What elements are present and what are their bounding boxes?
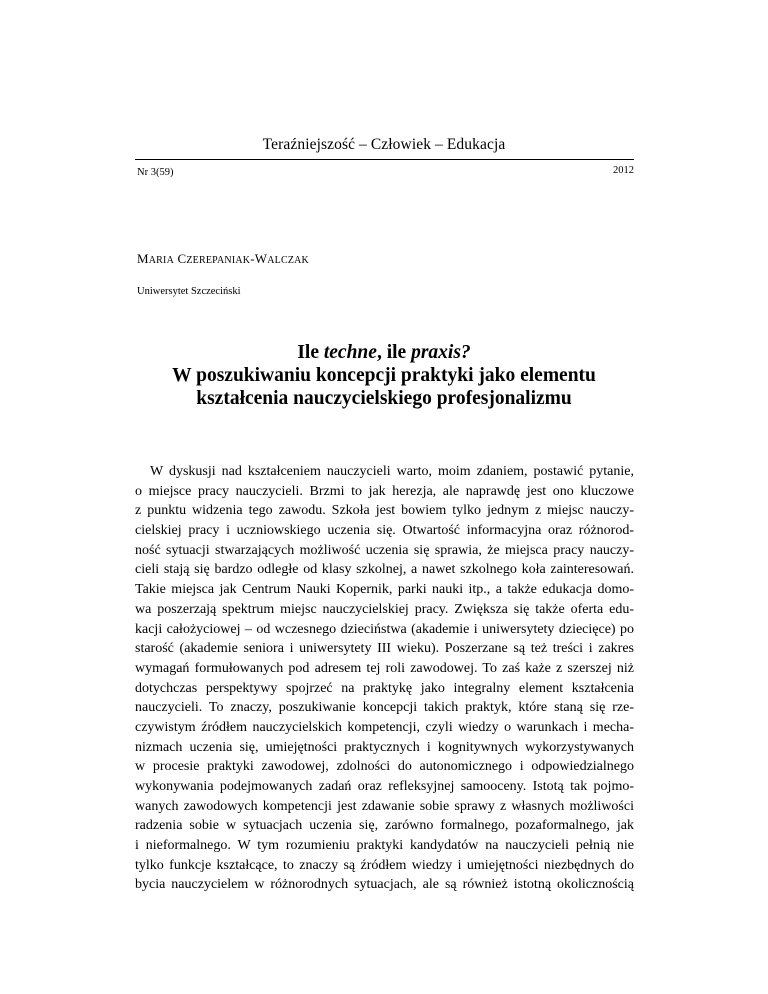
issue-year: 2012 <box>613 165 634 176</box>
journal-title: Teraźniejszość – Człowiek – Edukacja <box>262 136 506 153</box>
author-first-rest: ARIA <box>148 255 175 266</box>
body-line: cieli stają się bardzo odległe od klasy szkolnej, a nawet szkolnego koła zainteresowań. <box>135 562 634 578</box>
author-last-rest-1: ZEREPANIAK <box>186 255 251 266</box>
body-line: czywistym źródłem nauczycielskich kompetencji, czyli wiedzy o warunkach i mecha- <box>135 719 634 735</box>
author-name <box>137 251 309 267</box>
author-first-initial: M <box>137 251 149 266</box>
body-line: w procesie praktyki zawodowej, zdolności do autonomicznego i odpowiedzialnego <box>135 759 634 775</box>
header-rule <box>135 159 634 160</box>
body-line: tylko funkcje kształcące, to znaczy są źródłem wiedzy i umiejętności niezbędnych do <box>135 857 634 873</box>
body-line: wanych zawodowych kompetencji jest zdawanie sobie sprawy z własnych możliwości <box>135 798 634 814</box>
body-line: wykonywania podejmowanych zadań oraz refleksyjnej samooceny. Istotą tak pojmo- <box>135 779 634 794</box>
body-line: wymagań formułowanych pod adresem tej roli zawodowej. To zaś każe z szerszej niż <box>135 660 634 676</box>
body-line: z punktu widzenia tego zawodu. Szkoła jest bowiem tylko jednym z miejsc nauczy- <box>135 503 634 519</box>
title-part-italic: techne <box>323 342 377 363</box>
author-last-initial-1: C <box>177 251 187 266</box>
body-line: Takie miejsca jak Centrum Nauki Kopernik, parki nauki itp., a także edukacja domo- <box>135 582 634 598</box>
body-line: o miejsce pracy nauczycieli. Brzmi to jak herezja, ale naprawdę jest ono kluczowe <box>135 483 634 499</box>
article-title-line-3: kształcenia nauczycielskiego profesjonalizmu <box>196 388 572 409</box>
author-affiliation: Uniwersytet Szczeciński <box>137 286 241 297</box>
body-line: nauczycieli. To znaczy, poszukiwanie koncepcji takich praktyk, które staną się rze- <box>135 700 634 716</box>
body-line: i nieformalnego. W tym rozumieniu praktyki kandydatów na nauczycieli pełnią nie <box>135 838 634 854</box>
title-part: Ile <box>297 342 324 363</box>
body-line: cielskiej pracy i uczniowskiego uczenia się. Otwartość informacyjna oraz różnorod- <box>135 523 634 539</box>
body-line: W dyskusji nad kształceniem nauczycieli warto, moim zdaniem, postawić pytanie, <box>150 464 634 479</box>
body-line: dotychczas perspektywy spojrzeć na praktykę jako integralny element kształcenia <box>135 680 634 696</box>
author-last-rest-2: ALCZAK <box>267 255 309 266</box>
article-title <box>0 341 768 410</box>
body-line: nizmach uczenia się, umiejętności praktycznych i kognitywnych wykorzystywanych <box>135 739 634 755</box>
body-line: radzenia sobie w sytuacjach uczenia się, zarówno formalnego, pozaformalnego, jak <box>135 818 634 834</box>
body-line: ność sytuacji stwarzających możliwość uczenia się sprawia, że miejsca pracy nauczy- <box>135 542 634 558</box>
author-last-initial-2: W <box>254 251 268 266</box>
article-title-line-2: W poszukiwaniu koncepcji praktyki jako elementu <box>172 365 596 386</box>
body-line: starość (akademie seniora i uniwersytety III wieku). Poszerzane są też treści i zakres <box>135 641 634 657</box>
issue-number: Nr 3(59) <box>137 167 174 178</box>
title-part: , ile <box>376 342 412 363</box>
body-line: bycia nauczycielem w różnorodnych sytuacjach, ale są również istotną okolicznością <box>135 877 634 893</box>
article-title-line-1 <box>0 341 768 364</box>
author-last-separator: - <box>250 251 255 266</box>
body-line: kacji całożyciowej – od wczesnego dzieciństwa (akademie i uniwersytety dziecięce) po <box>135 621 634 637</box>
body-line: wa poszerzają spektrum miejsc nauczycielskiej pracy. Zwiększa się także oferta edu- <box>135 601 634 617</box>
title-part-italic: praxis? <box>411 342 471 363</box>
body-paragraph <box>135 462 634 895</box>
